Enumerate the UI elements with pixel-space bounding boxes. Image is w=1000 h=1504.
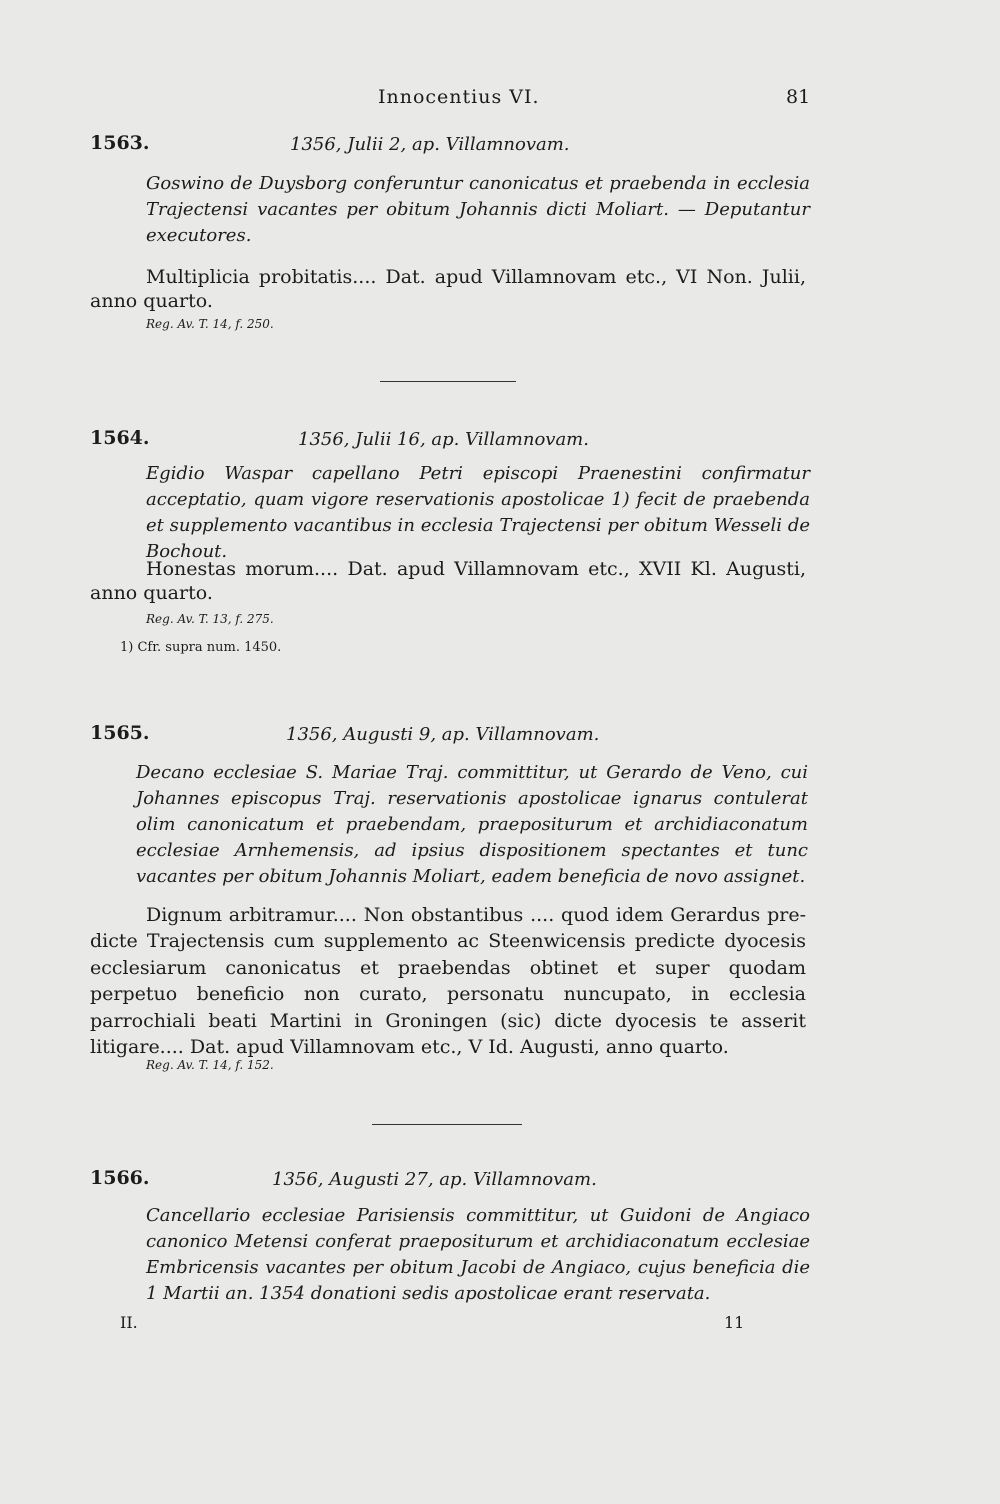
entry-date: 1356, Julii 16, ap. Villamnovam. — [298, 429, 589, 450]
running-head: Innocentius VI. — [378, 86, 540, 108]
entry-number: 1565. — [90, 722, 150, 744]
entry-text-continuation: anno quarto. — [90, 290, 213, 312]
register-reference: Reg. Av. T. 14, f. 152. — [146, 1058, 274, 1072]
entry-number: 1566. — [90, 1167, 150, 1189]
entry-number: 1563. — [90, 132, 150, 154]
entry-summary: Goswino de Duysborg conferuntur canonicatus et praebenda in ecclesia Trajectensi vacantes per obitum Johannis dicti Moliart. — Deputantur executores. — [146, 173, 810, 246]
entry-text: Honestas morum.... Dat. apud Villamnovam etc., XVII Kl. Augusti, — [146, 558, 806, 580]
entry-text: Multiplicia probitatis.... Dat. apud Villamnovam etc., VI Non. Julii, — [146, 266, 806, 288]
entry-text-continuation: dicte Trajectensis cum supplemento ac Steenwicensis predicte dyocesis ecclesiarum canonicatus et praebendas obtinet et super quodam perpetuo beneficio non curato, personatu nuncupato, in ecclesia parrochiali beati Martini in Groningen (sic) dicte dyocesis te asserit litigare.... Dat. apud Villamnovam etc., V Id. Augusti, anno quarto. — [90, 930, 806, 1058]
signature-mark: II. — [120, 1313, 138, 1332]
separator-rule — [380, 381, 516, 382]
entry-text: Dignum arbitramur.... Non obstantibus .... quod idem Gerardus pre- — [146, 904, 806, 926]
entry-date: 1356, Augusti 27, ap. Villamnovam. — [272, 1169, 597, 1190]
separator-rule — [372, 1124, 522, 1125]
entry-summary: Cancellario ecclesiae Parisiensis committitur, ut Guidoni de Angiaco canonico Metensi conferat praepositurum et archidiaconatum ecclesiae Embricensis vacantes per obitum Jacobi de Angiaco, cujus beneficia die 1 Martii an. 1354 donationi sedis apostolicae erant reservata. — [146, 1205, 810, 1304]
entry-text-continuation: anno quarto. — [90, 582, 213, 604]
entry-summary: Egidio Waspar capellano Petri episcopi Praenestini confirmatur acceptatio, quam vigore reservationis apostolicae 1) fecit de praebenda et supplemento vacantibus in ecclesia Trajectensi per obitum Wesseli de Bochout. — [146, 463, 810, 562]
entry-number: 1564. — [90, 427, 150, 449]
page-number: 81 — [786, 86, 811, 108]
sheet-number: 11 — [724, 1313, 745, 1332]
entry-date: 1356, Julii 2, ap. Villamnovam. — [290, 134, 570, 155]
footnote: 1) Cfr. supra num. 1450. — [120, 640, 282, 655]
entry-summary: Decano ecclesiae S. Mariae Traj. committitur, ut Gerardo de Veno, cui Johannes episcopus Traj. reservationis apostolicae ignarus contulerat olim canonicatum et praebendam, praepositurum et archidiaconatum ecclesiae Arnhemensis, ad ipsius dispositionem spectantes et tunc vacantes per obitum Johannis Moliart, eadem beneficia de novo assignet. — [136, 762, 808, 887]
entry-date: 1356, Augusti 9, ap. Villamnovam. — [286, 724, 600, 745]
register-reference: Reg. Av. T. 14, f. 250. — [146, 317, 274, 331]
register-reference: Reg. Av. T. 13, f. 275. — [146, 612, 274, 626]
